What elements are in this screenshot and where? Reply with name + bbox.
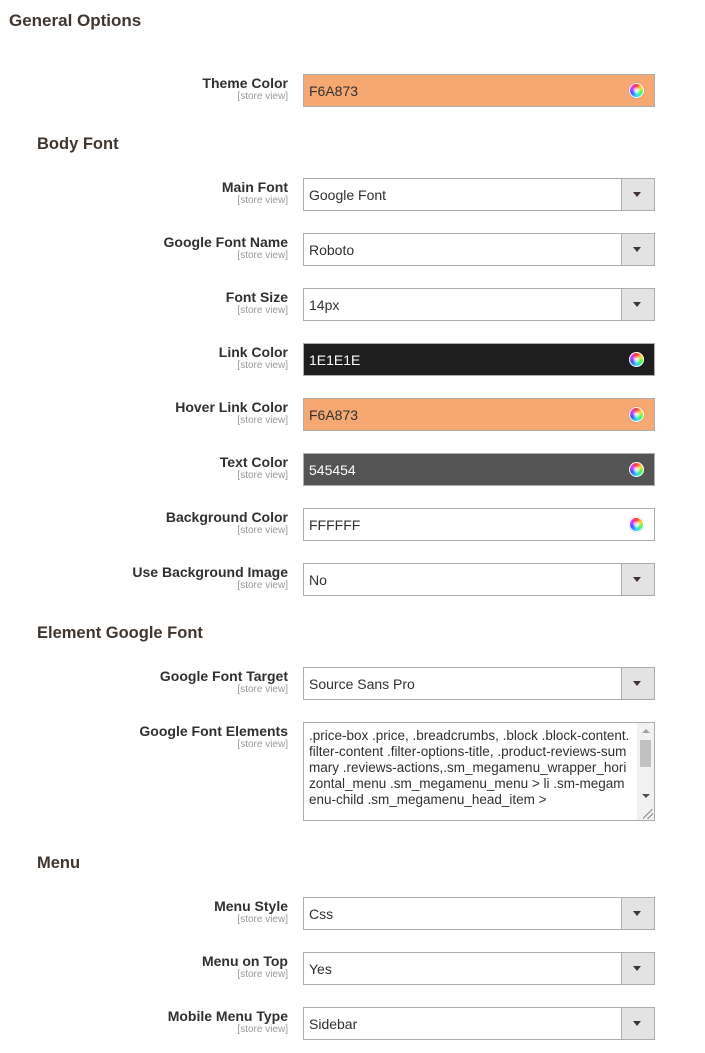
- scope-label: [store view]: [237, 470, 288, 481]
- section-title-body-font: Body Font: [37, 135, 119, 153]
- select-arrow-button[interactable]: [621, 668, 654, 699]
- google-font-target-select[interactable]: [303, 667, 655, 700]
- select-arrow-button[interactable]: [621, 179, 654, 210]
- link-color-label: Link Color: [218, 344, 288, 360]
- google-font-elements-label-wrap: [0, 722, 288, 751]
- use-background-image-label-wrap: [0, 563, 288, 592]
- google-font-elements-row: [0, 722, 705, 822]
- main-font-value: Google Font: [309, 187, 387, 203]
- chevron-down-icon: [633, 681, 641, 686]
- google-font-target-value: Source Sans Pro: [309, 676, 415, 692]
- text-color-label: Text Color: [219, 454, 288, 470]
- scope-label: [store view]: [237, 914, 288, 925]
- menu-style-value: Css: [309, 906, 334, 922]
- color-wheel-icon[interactable]: [629, 352, 644, 367]
- chevron-down-icon: [633, 577, 641, 582]
- google-font-target-row: [0, 667, 705, 701]
- scope-label: [store view]: [237, 250, 288, 261]
- scope-label: [store view]: [237, 360, 288, 371]
- google-font-name-label: Google Font Name: [163, 234, 288, 250]
- scrollbar-thumb[interactable]: [640, 740, 651, 767]
- background-color-label-wrap: [0, 508, 288, 537]
- resize-grip-icon[interactable]: [643, 809, 653, 819]
- menu-on-top-label-wrap: [0, 952, 288, 981]
- color-wheel-icon[interactable]: [629, 517, 644, 532]
- hover-link-color-value: F6A873: [309, 407, 359, 423]
- main-font-select[interactable]: [303, 178, 655, 211]
- background-color-row: [0, 508, 705, 542]
- mobile-menu-type-row: [0, 1007, 705, 1041]
- text-color-input[interactable]: [303, 453, 655, 486]
- select-arrow-button[interactable]: [621, 898, 654, 929]
- font-size-select[interactable]: [303, 288, 655, 321]
- color-wheel-icon[interactable]: [629, 83, 644, 98]
- scroll-up-arrow-icon[interactable]: [642, 729, 650, 733]
- chevron-down-icon: [633, 911, 641, 916]
- google-font-elements-value: .price-box .price, .breadcrumbs, .block .block-content.filter-content .filter-options-title, .product-reviews-summary .reviews-actions,.sm_megamenu_wrapper_horizontal_menu .sm_megamenu_menu > li .sm-megamenu-child .sm_megamenu_head_item >: [309, 728, 630, 807]
- scope-label: [store view]: [237, 525, 288, 536]
- text-color-label-wrap: [0, 453, 288, 482]
- mobile-menu-type-value: Sidebar: [309, 1016, 358, 1032]
- chevron-down-icon: [633, 1021, 641, 1026]
- font-size-value: 14px: [309, 297, 340, 313]
- hover-link-color-label-wrap: [0, 398, 288, 427]
- background-color-label: Background Color: [165, 509, 288, 525]
- menu-on-top-label: Menu on Top: [201, 953, 288, 969]
- main-font-row: [0, 178, 705, 212]
- background-color-input[interactable]: [303, 508, 655, 541]
- menu-style-row: [0, 897, 705, 931]
- select-arrow-button[interactable]: [621, 289, 654, 320]
- hover-link-color-label: Hover Link Color: [175, 399, 288, 415]
- scope-label: [store view]: [237, 969, 288, 980]
- google-font-target-label: Google Font Target: [159, 668, 288, 684]
- scope-label: [store view]: [237, 195, 288, 206]
- link-color-label-wrap: [0, 343, 288, 372]
- google-font-target-label-wrap: [0, 667, 288, 696]
- theme-color-value: F6A873: [309, 83, 359, 99]
- theme-color-row: [0, 74, 705, 108]
- use-background-image-row: [0, 563, 705, 597]
- hover-link-color-row: [0, 398, 705, 432]
- chevron-down-icon: [633, 302, 641, 307]
- text-color-row: [0, 453, 705, 487]
- use-background-image-select[interactable]: [303, 563, 655, 596]
- theme-color-label: Theme Color: [202, 75, 288, 91]
- use-background-image-label: Use Background Image: [132, 564, 288, 580]
- mobile-menu-type-select[interactable]: [303, 1007, 655, 1040]
- text-color-value: 545454: [309, 462, 356, 478]
- menu-on-top-value: Yes: [309, 961, 332, 977]
- menu-on-top-select[interactable]: [303, 952, 655, 985]
- main-font-label: Main Font: [221, 179, 288, 195]
- theme-color-label-wrap: [0, 74, 288, 103]
- chevron-down-icon: [633, 966, 641, 971]
- google-font-elements-textarea[interactable]: [303, 722, 655, 821]
- google-font-name-row: [0, 233, 705, 267]
- textarea-scrollbar[interactable]: [637, 723, 654, 820]
- google-font-name-select[interactable]: [303, 233, 655, 266]
- color-wheel-icon[interactable]: [629, 462, 644, 477]
- font-size-row: [0, 288, 705, 322]
- scope-label: [store view]: [237, 739, 288, 750]
- scope-label: [store view]: [237, 305, 288, 316]
- section-title-element-font: Element Google Font: [37, 624, 203, 642]
- theme-color-input[interactable]: [303, 74, 655, 107]
- menu-style-label-wrap: [0, 897, 288, 926]
- google-font-name-value: Roboto: [309, 242, 355, 258]
- select-arrow-button[interactable]: [621, 234, 654, 265]
- select-arrow-button[interactable]: [621, 564, 654, 595]
- select-arrow-button[interactable]: [621, 1008, 654, 1039]
- color-wheel-icon[interactable]: [629, 407, 644, 422]
- font-size-label: Font Size: [225, 289, 288, 305]
- menu-on-top-row: [0, 952, 705, 986]
- mobile-menu-type-label: Mobile Menu Type: [167, 1008, 288, 1024]
- select-arrow-button[interactable]: [621, 953, 654, 984]
- hover-link-color-input[interactable]: [303, 398, 655, 431]
- mobile-menu-type-label-wrap: [0, 1007, 288, 1036]
- use-background-image-value: No: [309, 572, 327, 588]
- menu-style-select[interactable]: [303, 897, 655, 930]
- scroll-down-arrow-icon[interactable]: [642, 794, 650, 798]
- scope-label: [store view]: [237, 415, 288, 426]
- menu-style-label: Menu Style: [214, 898, 288, 914]
- chevron-down-icon: [633, 247, 641, 252]
- font-size-label-wrap: [0, 288, 288, 317]
- scope-label: [store view]: [237, 684, 288, 695]
- section-title-menu: Menu: [37, 854, 81, 872]
- page-title: General Options: [9, 11, 142, 30]
- main-font-label-wrap: [0, 178, 288, 207]
- link-color-value: 1E1E1E: [309, 352, 361, 368]
- google-font-elements-label: Google Font Elements: [139, 723, 288, 739]
- scope-label: [store view]: [237, 1024, 288, 1035]
- google-font-name-label-wrap: [0, 233, 288, 262]
- chevron-down-icon: [633, 192, 641, 197]
- scope-label: [store view]: [237, 91, 288, 102]
- link-color-input[interactable]: [303, 343, 655, 376]
- background-color-value: FFFFFF: [309, 517, 361, 533]
- scope-label: [store view]: [237, 580, 288, 591]
- link-color-row: [0, 343, 705, 377]
